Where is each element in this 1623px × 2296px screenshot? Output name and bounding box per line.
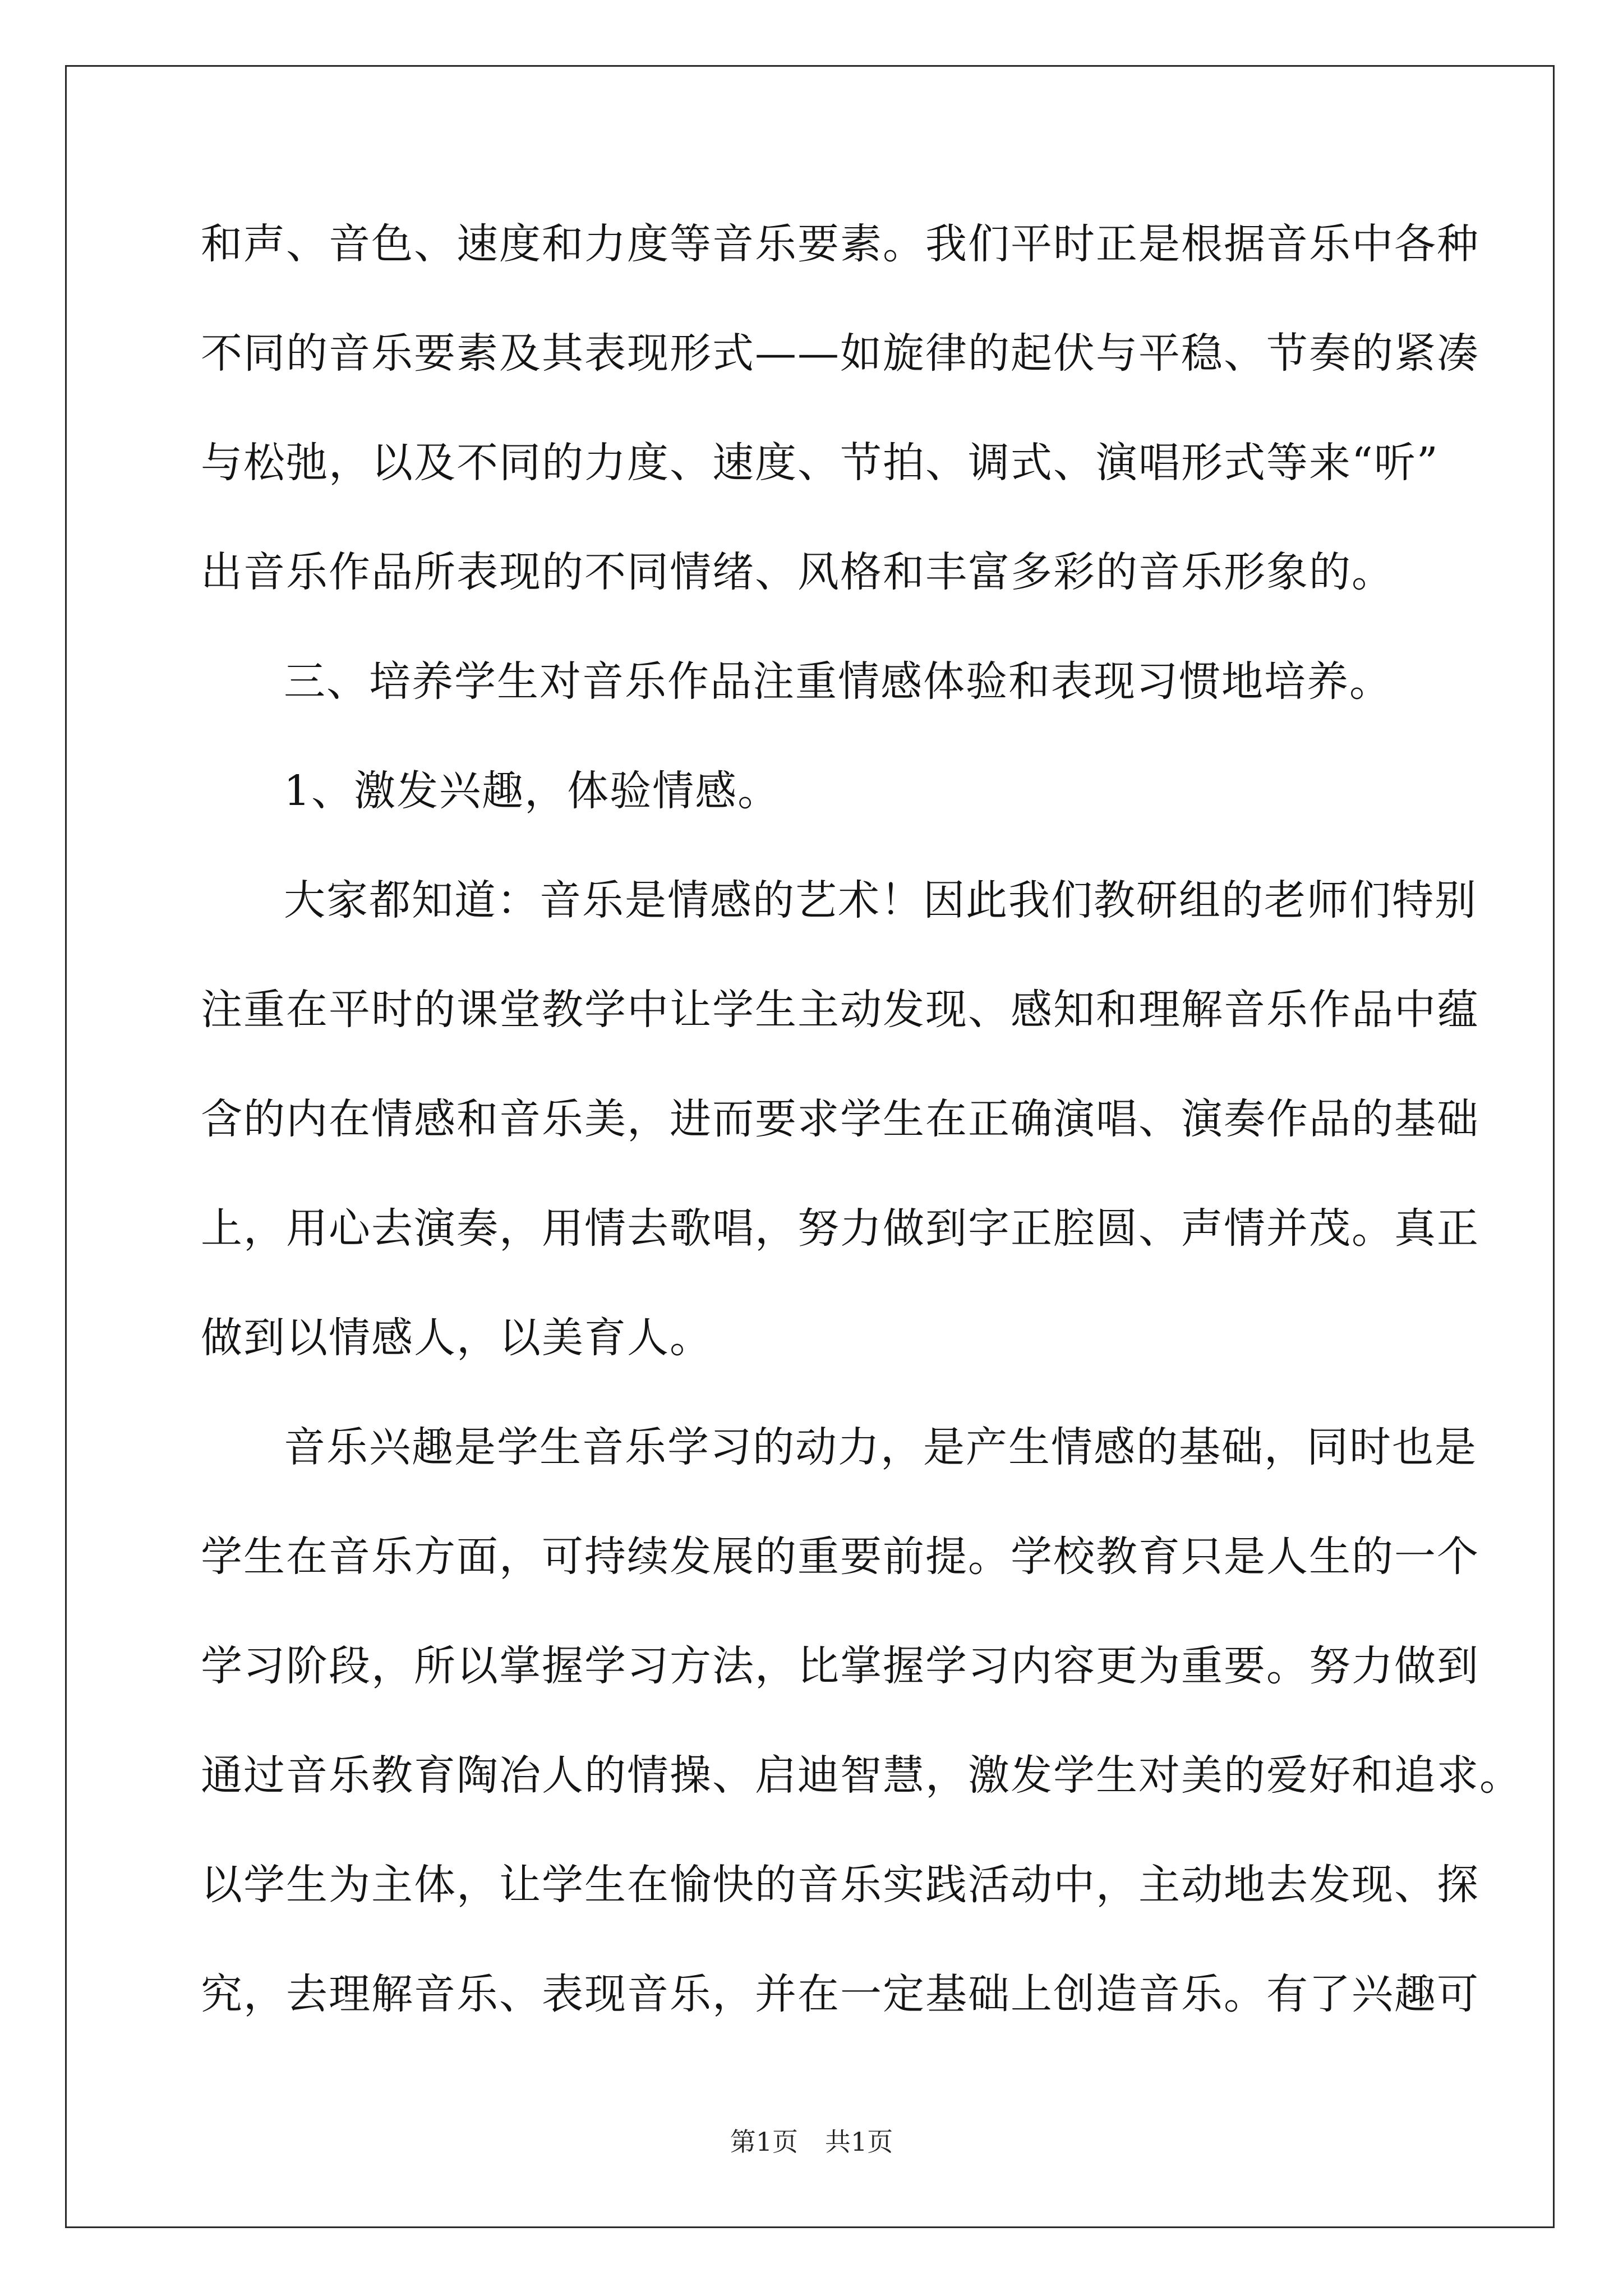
text-line: 音乐兴趣是学生音乐学习的动力，是产生情感的基础，同时也是: [284, 1423, 1477, 1471]
text-line: 注重在平时的课堂教学中让学生主动发现、感知和理解音乐作品中蕴: [201, 986, 1479, 1034]
section-heading: 三、培养学生对音乐作品注重情感体验和表现习惯地培养。: [284, 657, 1392, 706]
text-line: 以学生为主体，让学生在愉快的音乐实践活动中，主动地去发现、探: [201, 1861, 1479, 1909]
text-line: 做到以情感人，以美育人。: [201, 1314, 712, 1362]
text-line: 通过音乐教育陶冶人的情操、启迪智慧，激发学生对美的爱好和追求。: [201, 1751, 1522, 1800]
text-line: 究，去理解音乐、表现音乐，并在一定基础上创造音乐。有了兴趣可: [201, 1970, 1479, 2018]
text-line: 大家都知道：音乐是情感的艺术！因此我们教研组的老师们特别: [284, 876, 1477, 924]
text-line: 上，用心去演奏，用情去歌唱，努力做到字正腔圆、声情并茂。真正: [201, 1204, 1479, 1253]
text-line: 与松弛，以及不同的力度、速度、节拍、调式、演唱形式等来“听”: [201, 439, 1439, 487]
text-line: 学生在音乐方面，可持续发展的重要前提。学校教育只是人生的一个: [201, 1533, 1479, 1581]
page-footer: [0, 2126, 1623, 2157]
page-number: 第1页: [730, 2127, 798, 2157]
text-line: 不同的音乐要素及其表现形式——如旋律的起伏与平稳、节奏的紧凑: [201, 329, 1479, 378]
text-line: 出音乐作品所表现的不同情绪、风格和丰富多彩的音乐形象的。: [201, 548, 1394, 596]
text-line: 学习阶段，所以掌握学习方法，比掌握学习内容更为重要。努力做到: [201, 1642, 1479, 1690]
text-line: 含的内在情感和音乐美，进而要求学生在正确演唱、演奏作品的基础: [201, 1095, 1479, 1143]
page-total: 共1页: [825, 2127, 893, 2157]
text-line: 和声、音色、速度和力度等音乐要素。我们平时正是根据音乐中各种: [201, 220, 1479, 268]
subsection-heading: 1、激发兴趣，体验情感。: [284, 767, 781, 815]
